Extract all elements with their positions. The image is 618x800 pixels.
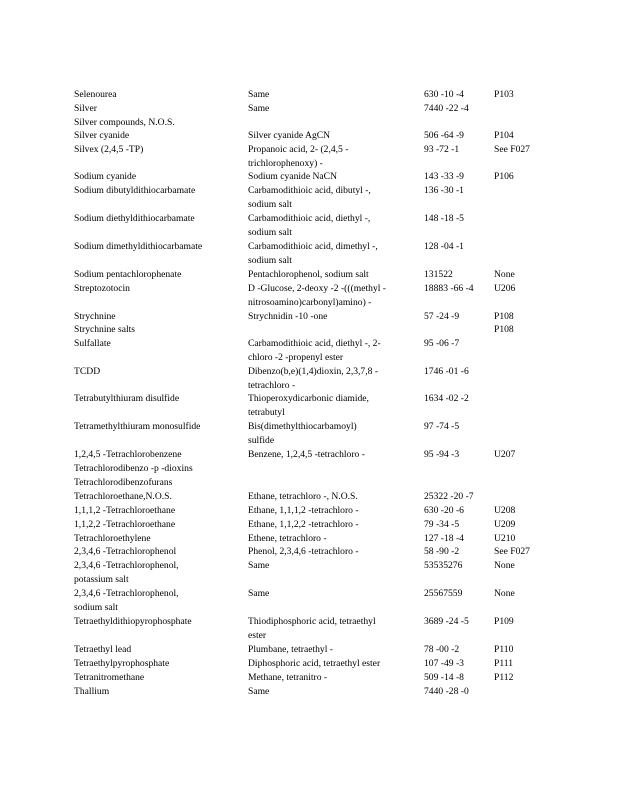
waste-code-cell: U207	[494, 449, 516, 460]
substance-name-cell: Sodium diethyldithiocarbamate	[74, 213, 195, 224]
substance-name-cell: Tetrabutylthiuram disulfide	[74, 393, 180, 404]
synonym-cell: Strychnidin -10 -one	[248, 311, 328, 322]
substance-name-cell: Selenourea	[74, 89, 117, 100]
substance-name-cell: 2,3,4,6 -Tetrachlorophenol	[74, 546, 177, 557]
substance-name-cell: 1,1,1,2 -Tetrachloroethane	[74, 505, 176, 516]
substance-name-cell: Silver	[74, 103, 97, 114]
substance-name-cell: Silvex (2,4,5 -TP)	[74, 144, 144, 155]
substance-name-cell: Silver compounds, N.O.S.	[74, 117, 175, 128]
synonym-cell: Carbamodithioic acid, diethyl -, 2- chloro -2 -propenyl ester	[248, 338, 381, 363]
cas-number-cell: 79 -34 -5	[424, 519, 460, 530]
substance-name-cell: Tetraethyl lead	[74, 644, 132, 655]
substance-name-cell: Strychnine	[74, 311, 116, 322]
cas-number-cell: 95 -94 -3	[424, 449, 460, 460]
synonym-cell: Same	[248, 103, 270, 114]
cas-number-cell: 95 -06 -7	[424, 338, 460, 349]
synonym-cell: Ethane, 1,1,1,2 -tetrachloro -	[248, 505, 359, 516]
substance-name-cell: Tetrachlorodibenzofurans	[74, 477, 173, 488]
synonym-cell: Same	[248, 686, 270, 697]
waste-code-cell: U210	[494, 533, 516, 544]
waste-code-cell: P108	[494, 324, 514, 335]
cas-number-cell: 7440 -28 -0	[424, 686, 469, 697]
waste-code-cell: P110	[494, 644, 514, 655]
substance-name-cell: Silver cyanide	[74, 130, 130, 141]
cas-number-cell: 143 -33 -9	[424, 171, 464, 182]
cas-number-cell: 58 -90 -2	[424, 546, 460, 557]
cas-number-cell: 509 -14 -8	[424, 672, 464, 683]
synonym-cell: Propanoic acid, 2- (2,4,5 - trichlorophenoxy) -	[248, 144, 349, 169]
substance-name-cell: Sodium dimethyldithiocarbamate	[74, 241, 203, 252]
substance-name-cell: Streptozotocin	[74, 283, 130, 294]
waste-code-cell: P106	[494, 171, 514, 182]
substance-name-cell: 1,2,4,5 -Tetrachlorobenzene	[74, 449, 182, 460]
synonym-cell: Phenol, 2,3,4,6 -tetrachloro -	[248, 546, 359, 557]
waste-code-cell: See F027	[494, 546, 530, 557]
cas-number-cell: 131522	[424, 269, 453, 280]
substance-name-cell: Tetranitromethane	[74, 672, 145, 683]
cas-number-cell: 25322 -20 -7	[424, 491, 474, 502]
synonym-cell: Carbamodithioic acid, dibutyl -, sodium salt	[248, 185, 371, 210]
cas-number-cell: 97 -74 -5	[424, 421, 460, 432]
substance-name-cell: Tetramethylthiuram monosulfide	[74, 421, 201, 432]
cas-number-cell: 127 -18 -4	[424, 533, 464, 544]
substance-name-cell: Sodium pentachlorophenate	[74, 269, 182, 280]
synonym-cell: Ethene, tetrachloro -	[248, 533, 327, 544]
synonym-cell: Carbamodithioic acid, diethyl -, sodium salt	[248, 213, 371, 238]
cas-number-cell: 136 -30 -1	[424, 185, 464, 196]
waste-code-cell: P111	[494, 658, 514, 669]
synonym-cell: Thioperoxydicarbonic diamide, tetrabutyl	[248, 393, 369, 418]
waste-code-cell: None	[494, 588, 515, 599]
substance-name-cell: 2,3,4,6 -Tetrachlorophenol, potassium salt	[74, 560, 179, 585]
substance-name-cell: Tetrachloroethane,N.O.S.	[74, 491, 172, 502]
waste-code-cell: P104	[494, 130, 514, 141]
synonym-cell: D -Glucose, 2-deoxy -2 -(((methyl - nitrosoamino)carbonyl)amino) -	[248, 283, 386, 308]
synonym-cell: Thiodiphosphoric acid, tetraethyl ester	[248, 616, 376, 641]
synonym-cell: Dibenzo(b,e)(1,4)dioxin, 2,3,7,8 - tetrachloro -	[248, 366, 379, 391]
waste-code-cell: P103	[494, 89, 514, 100]
cas-number-cell: 53535276	[424, 560, 463, 571]
synonym-cell: Carbamodithioic acid, dimethyl -, sodium salt	[248, 241, 378, 266]
cas-number-cell: 630 -20 -6	[424, 505, 464, 516]
synonym-cell: Same	[248, 560, 270, 571]
synonym-cell: Plumbane, tetraethyl -	[248, 644, 333, 655]
cas-number-cell: 1746 -01 -6	[424, 366, 469, 377]
cas-number-cell: 57 -24 -9	[424, 311, 460, 322]
synonym-cell: Ethane, 1,1,2,2 -tetrachloro -	[248, 519, 359, 530]
synonym-cell: Diphosphoric acid, tetraethyl ester	[248, 658, 381, 669]
waste-code-cell: P109	[494, 616, 514, 627]
waste-code-cell: U209	[494, 519, 516, 530]
synonym-cell: Methane, tetranitro -	[248, 672, 328, 683]
cas-number-cell: 630 -10 -4	[424, 89, 464, 100]
cas-number-cell: 25567559	[424, 588, 463, 599]
waste-code-cell: See F027	[494, 144, 530, 155]
substance-name-cell: 1,1,2,2 -Tetrachloroethane	[74, 519, 176, 530]
synonym-cell: Sodium cyanide NaCN	[248, 171, 337, 182]
synonym-cell: Ethane, tetrachloro -, N.O.S.	[248, 491, 358, 502]
substance-name-cell: Strychnine salts	[74, 324, 136, 335]
cas-number-cell: 93 -72 -1	[424, 144, 460, 155]
cas-number-cell: 148 -18 -5	[424, 213, 464, 224]
substance-name-cell: Tetraethyldithiopyrophosphate	[74, 616, 192, 627]
waste-code-cell: U208	[494, 505, 516, 516]
waste-code-cell: P112	[494, 672, 514, 683]
cas-number-cell: 18883 -66 -4	[424, 283, 474, 294]
substance-name-cell: Tetrachlorodibenzo -p -dioxins	[74, 463, 193, 474]
waste-code-cell: U206	[494, 283, 516, 294]
waste-code-cell: None	[494, 560, 515, 571]
substance-name-cell: TCDD	[74, 366, 101, 377]
substance-name-cell: Sodium dibutyldithiocarbamate	[74, 185, 196, 196]
cas-number-cell: 128 -04 -1	[424, 241, 464, 252]
cas-number-cell: 3689 -24 -5	[424, 616, 469, 627]
waste-code-cell: None	[494, 269, 515, 280]
cas-number-cell: 1634 -02 -2	[424, 393, 469, 404]
cas-number-cell: 7440 -22 -4	[424, 103, 469, 114]
synonym-cell: Silver cyanide AgCN	[248, 130, 331, 141]
synonym-cell: Benzene, 1,2,4,5 -tetrachloro -	[248, 449, 365, 460]
substance-name-cell: Sulfallate	[74, 338, 111, 349]
synonym-cell: Same	[248, 89, 270, 100]
substance-name-cell: Thallium	[74, 686, 110, 697]
synonym-cell: Same	[248, 588, 270, 599]
substance-name-cell: Tetraethylpyrophosphate	[74, 658, 170, 669]
cas-number-cell: 107 -49 -3	[424, 658, 464, 669]
cas-number-cell: 78 -00 -2	[424, 644, 460, 655]
substance-name-cell: Sodium cyanide	[74, 171, 137, 182]
cas-number-cell: 506 -64 -9	[424, 130, 464, 141]
substance-name-cell: Tetrachloroethylene	[74, 533, 151, 544]
substance-name-cell: 2,3,4,6 -Tetrachlorophenol, sodium salt	[74, 588, 179, 613]
waste-code-cell: P108	[494, 311, 514, 322]
synonym-cell: Bis(dimethylthiocarbamoyl) sulfide	[248, 421, 357, 446]
synonym-cell: Pentachlorophenol, sodium salt	[248, 269, 369, 280]
